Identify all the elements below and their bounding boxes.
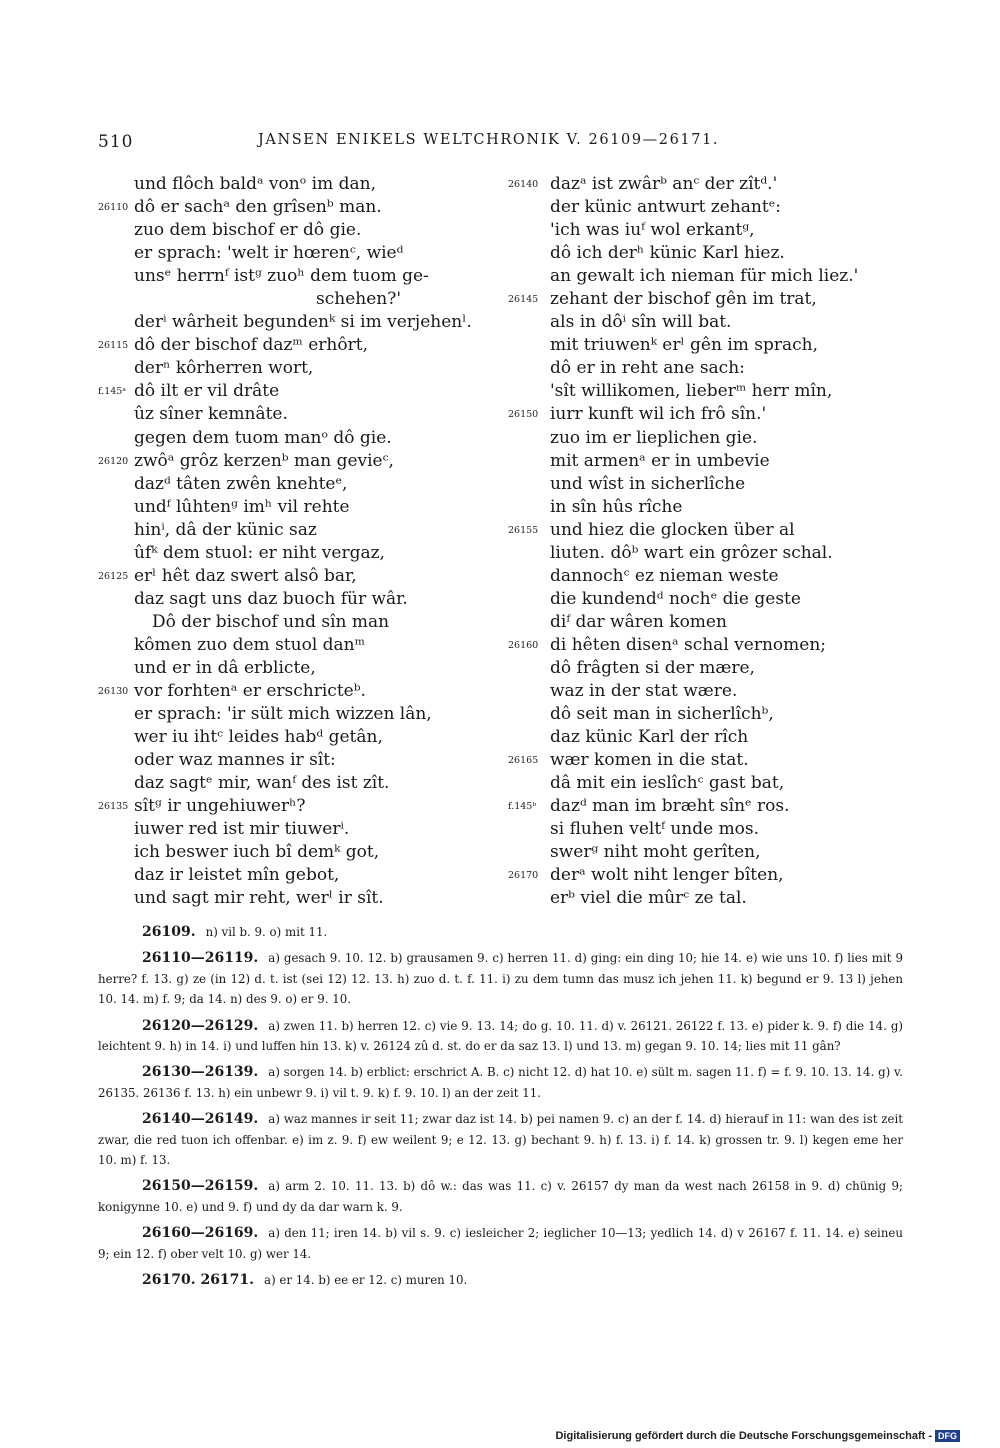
verse-text: zuo dem bischof er dô gie. [134, 220, 362, 241]
verse-number: 26170 [508, 870, 539, 882]
verse-line [508, 265, 938, 288]
critical-apparatus [98, 922, 903, 1297]
verse-text: dô er sachᵃ den grîsenᵇ man. [134, 197, 382, 218]
verse-text: und wîst in sicherlîche [550, 473, 746, 494]
verse-text: derⁱ wârheit begundenᵏ si im verjehenˡ. [134, 312, 472, 333]
note-heading: 26130—26139. [142, 1064, 259, 1081]
verse-line [508, 242, 938, 265]
verse-text: dô der bischof dazᵐ erhôrt, [134, 335, 368, 356]
verse-line [98, 634, 498, 657]
verse-number: 26140 [508, 179, 539, 190]
verse-line [508, 380, 938, 403]
verse-text: gegen dem tuom manᵒ dô gie. [134, 427, 392, 448]
verse-line [508, 726, 938, 749]
verse-text: erᵇ viel die mûrᶜ ze tal. [550, 888, 747, 909]
verse-text: wær komen in die stat. [550, 750, 749, 771]
verse-line [98, 795, 498, 818]
verse-line [98, 726, 498, 749]
verse-line [508, 565, 938, 588]
verse-line [508, 703, 938, 726]
verse-line [508, 864, 938, 887]
verse-line [98, 519, 498, 542]
verse-line [98, 611, 498, 634]
footer-credit [555, 1430, 960, 1442]
verse-line [98, 772, 498, 795]
verse-line [508, 219, 938, 242]
verse-text: swerᵍ niht moht gerîten, [550, 842, 761, 863]
verse-text: vor forhtenᵃ er erschricteᵇ. [134, 681, 366, 702]
verse-text: in sîn hûs rîche [550, 496, 683, 517]
verse-line [98, 265, 498, 288]
verse-number: 26165 [508, 755, 539, 767]
note-text: a) er 14. b) ee er 12. c) muren 10. [264, 1273, 468, 1288]
verse-number: 26160 [508, 639, 539, 651]
verse-text: er sprach: 'welt ir hœrenᶜ, wieᵈ [134, 243, 404, 264]
note-paragraph [98, 1270, 903, 1290]
verse-line [98, 380, 498, 403]
verse-number: 26155 [508, 524, 539, 536]
note-text: a) sorgen 14. b) erblict: erschrict A. B. c) nicht 12. d) hat 10. e) sült m. sagen 11. f) = f. 9. 10. 13. 14. g) v. 26135. 26136 f. 13. h) ein unbewr 9. i) vil t. 9. k) f. 9. 10. l) an der zeit 11. [98, 1065, 903, 1100]
verse-line [508, 749, 938, 772]
verse-text: daz künic Karl der rîch [550, 727, 749, 748]
verse-number: 26120 [98, 455, 129, 467]
note-heading: 26120—26129. [142, 1017, 259, 1034]
verse-text: zuo im er lieplichen gie. [550, 427, 758, 448]
note-paragraph [98, 1223, 903, 1264]
verse-number: 26145 [508, 294, 539, 306]
verse-text: zwôᵃ grôz kerzenᵇ man gevieᶜ, [134, 450, 394, 471]
verse-line [98, 565, 498, 588]
verse-text: dannochᶜ ez nieman weste [550, 565, 779, 586]
left-column [98, 173, 498, 911]
verse-text: erˡ hêt daz swert alsô bar, [134, 565, 357, 586]
verse-line [508, 795, 938, 818]
verse-line [508, 841, 938, 864]
right-column [508, 173, 938, 911]
verse-text: dazᵈ man im bræht sînᵉ ros. [550, 796, 790, 817]
verse-text: hinⁱ, dâ der künic saz [134, 519, 317, 540]
note-heading: 26160—26169. [142, 1225, 259, 1242]
verse-line [98, 887, 498, 910]
note-heading: 26150—26159. [142, 1178, 259, 1195]
verse-line [98, 219, 498, 242]
verse-text: die kundendᵈ nochᵉ die geste [550, 588, 801, 609]
note-paragraph [98, 922, 903, 942]
verse-text: iurr kunft wil ich frô sîn.' [550, 404, 767, 425]
verse-line [508, 588, 938, 611]
note-paragraph [98, 1109, 903, 1170]
verse-line [98, 288, 498, 311]
verse-line [508, 611, 938, 634]
verse-line [98, 473, 498, 496]
note-heading: 26110—26119. [142, 950, 259, 967]
verse-text: dâ mit ein ieslîchᶜ gast bat, [550, 773, 785, 794]
verse-line [98, 703, 498, 726]
verse-line [98, 818, 498, 841]
verse-number: 26115 [98, 340, 129, 352]
verse-text: ich beswer iuch bî demᵏ got, [134, 842, 380, 863]
verse-line [98, 173, 498, 196]
verse-line [98, 841, 498, 864]
verse-line [508, 818, 938, 841]
verse-line [98, 427, 498, 450]
verse-text: dô seit man in sicherlîchᵇ, [550, 704, 774, 725]
verse-line [508, 887, 938, 910]
verse-line [98, 311, 498, 334]
verse-line [508, 634, 938, 657]
verse-text: dô ilt er vil drâte [134, 381, 280, 402]
running-title: JANSEN ENIKELS WELTCHRONIK V. 26109—26171. [258, 132, 720, 148]
verse-text: mit armenᵃ er in umbevie [550, 450, 770, 471]
verse-line [98, 588, 498, 611]
verse-text: dô ich derʰ künic Karl hiez. [550, 243, 785, 264]
verse-text: daz sagt uns daz buoch für wâr. [134, 588, 408, 609]
verse-line [98, 680, 498, 703]
verse-text: kômen zuo dem stuol danᵐ [134, 634, 366, 655]
verse-text: ûfᵏ dem stuol: er niht vergaz, [134, 542, 385, 563]
verse-text: oder waz mannes ir sît: [134, 750, 336, 771]
verse-line [508, 357, 938, 380]
verse-line [98, 542, 498, 565]
verse-text: si fluhen veltᶠ unde mos. [550, 819, 760, 840]
verse-line [508, 288, 938, 311]
verse-text: er sprach: 'ir sült mich wizzen lân, [134, 704, 432, 725]
verse-text: ûz sîner kemnâte. [134, 404, 288, 425]
note-heading: 26109. [142, 924, 196, 940]
dfg-logo: DFG [935, 1430, 960, 1442]
verse-line [508, 496, 938, 519]
verse-line [98, 403, 498, 426]
verse-text: dô frâgten si der mære, [550, 657, 755, 678]
note-text: a) waz mannes ir seit 11; zwar daz ist 14. b) pei namen 9. c) an der f. 14. d) hierauf in 11: wan des ist zeit zwar, die red tuon ich offenbar. e) im z. 9. f) ew weilent 9; e 12. 13. g) bechant 9. h) f. 13. i) f. 14. k) grossen tr. 9. l) kegen eme her 10. m) f. 13. [98, 1112, 903, 1168]
verse-line [98, 496, 498, 519]
note-heading: 26170. 26171. [142, 1272, 255, 1289]
verse-line [508, 519, 938, 542]
verse-text: liuten. dôᵇ wart ein grôzer schal. [550, 542, 833, 563]
verse-line [98, 657, 498, 680]
verse-text: und flôch baldᵃ vonᵒ im dan, [134, 174, 377, 194]
verse-number: 26125 [98, 570, 129, 582]
verse-line [98, 357, 498, 380]
verse-text: derᵃ wolt niht lenger bîten, [550, 865, 784, 886]
note-text: a) zwen 11. b) herren 12. c) vie 9. 13. 14; do g. 10. 11. d) v. 26121. 26122 f. 13. e) pider k. 9. f) die 14. g) leichtent 9. h) in 14. i) und luffen hin 13. k) v. 26124 zû d. st. do er da saz 13. l) und 13. m) gegan 9. 10. 14; lies mit 11 gân? [98, 1018, 903, 1054]
verse-line [508, 542, 938, 565]
verse-text: dazᵃ ist zwârᵇ anᶜ der zîtᵈ.' [550, 174, 778, 194]
verse-line [98, 196, 498, 219]
verse-text: mit triuwenᵏ erˡ gên im sprach, [550, 335, 819, 356]
verse-number: f.145ᵃ [98, 386, 126, 398]
verse-text: iuwer red ist mir tiuwerⁱ. [134, 819, 350, 840]
verse-text: zehant der bischof gên im trat, [550, 289, 817, 310]
verse-line [508, 403, 938, 426]
verse-number: 26110 [98, 202, 129, 214]
verse-number: f.145ᵇ [508, 801, 537, 813]
verse-text: und er in dâ erblicte, [134, 657, 316, 678]
verse-line [508, 311, 938, 334]
verse-text: sîtᵍ ir ungehiuwerʰ? [134, 796, 306, 817]
verse-line [508, 427, 938, 450]
verse-text: undᶠ lûhtenᵍ imʰ vil rehte [134, 496, 350, 517]
verse-line [98, 864, 498, 887]
verse-text: der künic antwurt zehantᵉ: [550, 197, 782, 218]
verse-text: derⁿ kôrherren wort, [134, 358, 314, 379]
verse-text: dô er in reht ane sach: [550, 358, 745, 379]
verse-line [98, 749, 498, 772]
verse-number: 26150 [508, 409, 539, 421]
verse-line [508, 450, 938, 473]
verse-text: daz sagtᵉ mir, wanᶠ des ist zît. [134, 773, 390, 794]
verse-line [508, 196, 938, 219]
note-text: a) den 11; iren 14. b) vil s. 9. c) iesleicher 2; ieglicher 10—13; yedlich 14. d) v 26167 f. 11. 14. e) seineu 9; ein 12. f) ober velt 10. g) wer 14. [98, 1226, 903, 1261]
verse-text: di hêten disenᵃ schal vernomen; [550, 634, 826, 655]
verse-line [508, 473, 938, 496]
note-paragraph [98, 1062, 903, 1103]
verse-line [508, 772, 938, 795]
verse-text: 'sît willikomen, lieberᵐ herr mîn, [550, 381, 833, 402]
verse-text: daz ir leistet mîn gebot, [134, 865, 340, 886]
verse-text: und hiez die glocken über al [550, 519, 795, 540]
verse-text: unsᵉ herrnᶠ istᵍ zuoʰ dem tuom ge- [134, 266, 429, 287]
page-number: 510 [98, 132, 134, 152]
verse-line [98, 450, 498, 473]
verse-text: diᶠ dar wâren komen [550, 611, 727, 632]
verse-text: Dô der bischof und sîn man [152, 611, 390, 632]
note-heading: 26140—26149. [142, 1111, 259, 1128]
verse-text: schehen?' [316, 289, 401, 310]
verse-line [98, 242, 498, 265]
verse-text: dazᵈ tâten zwên knehteᵉ, [134, 473, 348, 494]
note-paragraph [98, 1176, 903, 1217]
footer-text: Digitalisierung gefördert durch die Deutsche Forschungsgemeinschaft - [555, 1430, 932, 1442]
verse-text: und sagt mir reht, werˡ ir sît. [134, 888, 384, 909]
verse-number: 26130 [98, 686, 129, 698]
verse-line [508, 657, 938, 680]
running-header [98, 132, 738, 154]
verse-text: waz in der stat wære. [550, 681, 738, 702]
verse-text: an gewalt ich nieman für mich liez.' [550, 266, 859, 287]
verse-line [508, 173, 938, 196]
verse-number: 26135 [98, 801, 129, 813]
note-text: a) arm 2. 10. 11. 13. b) dô w.: das was 11. c) v. 26157 dy man da west nach 26158 in 9. d) chünig 9; konigynne 10. e) und 9. f) und dy da dar warn k. 9. [98, 1179, 903, 1214]
verse-text: wer iu ihtᶜ leides habᵈ getân, [134, 727, 383, 748]
verse-text: 'ich was iuᶠ wol erkantᵍ, [550, 220, 755, 241]
note-paragraph [98, 948, 903, 1009]
note-paragraph [98, 1016, 903, 1057]
note-text: a) gesach 9. 10. 12. b) grausamen 9. c) herren 11. d) ging: ein ding 10; hie 14. e) wie uns 10. f) lies mit 9 herre? f. 13. g) ze (in 12) d. t. ist (sei 12) 12. 13. h) zuo d. t. f. 11. i) zu dem tumn das musz ich jehen 11. k) begund er 9. 13 l) jehen 10. 14. m) f. 9; da 14. n) des 9. o) er 9. 10. [98, 951, 903, 1007]
verse-text: als in dôⁱ sîn will bat. [550, 312, 732, 333]
verse-line [508, 334, 938, 357]
note-text: n) vil b. 9. o) mit 11. [205, 925, 328, 939]
verse-line [508, 680, 938, 703]
verse-line [98, 334, 498, 357]
